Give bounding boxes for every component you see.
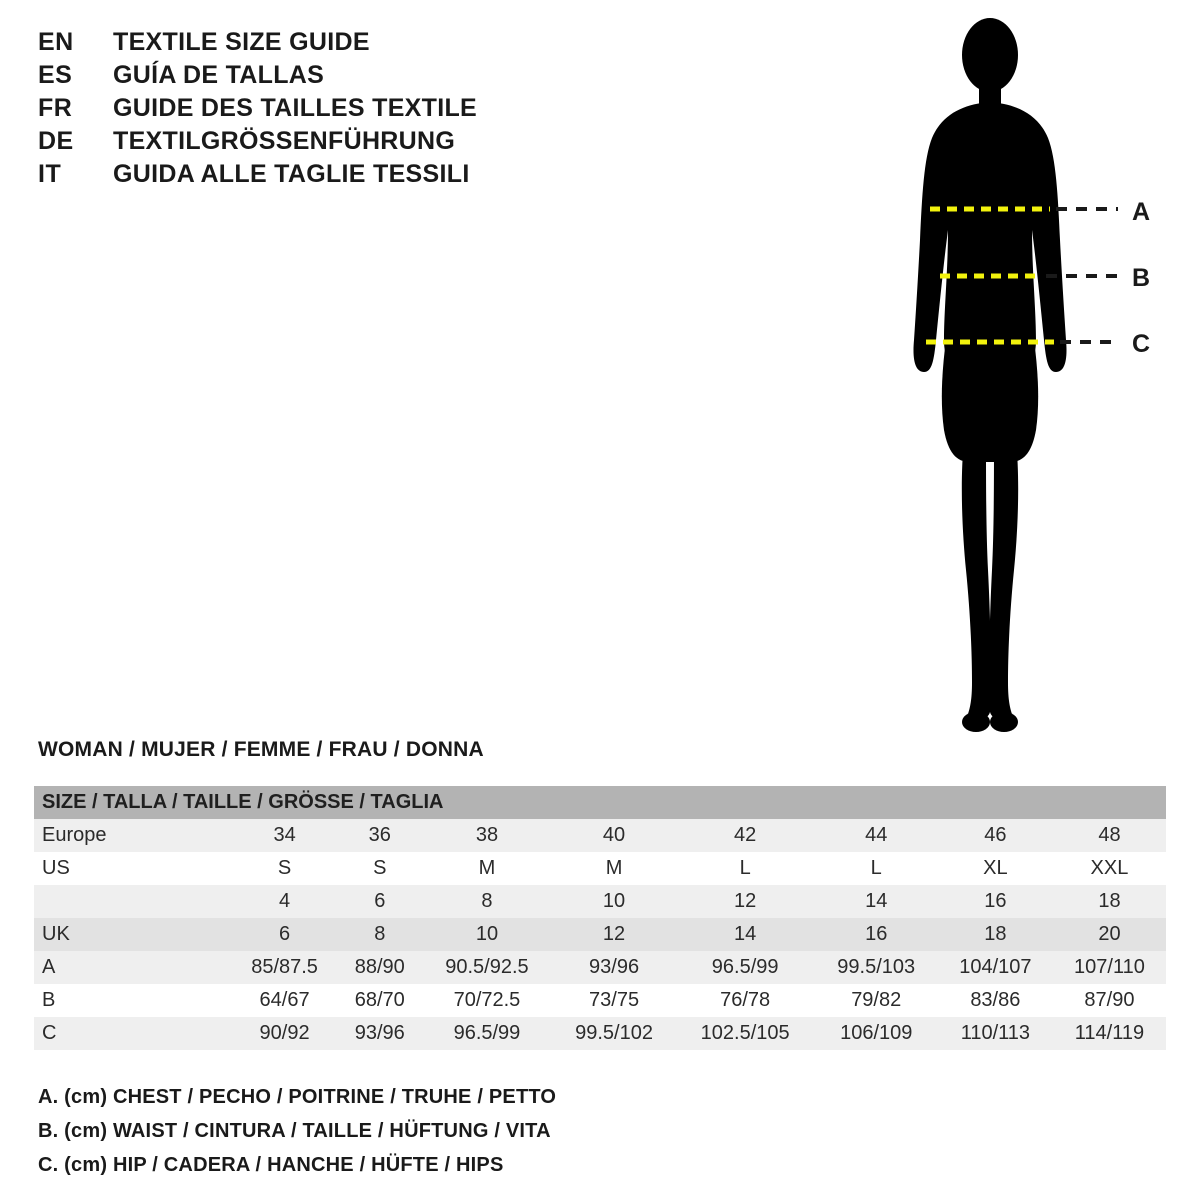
row-cell: 96.5/99 <box>453 1022 521 1044</box>
row-cell: M <box>478 857 496 879</box>
row-cell: 14 <box>734 923 757 945</box>
language-code: IT <box>38 160 62 188</box>
row-cell: XXL <box>1090 857 1129 879</box>
row-label <box>34 885 231 918</box>
row-cell: 87/90 <box>1084 989 1135 1011</box>
row-cell: 44 <box>865 824 888 846</box>
measure-label-a: A <box>1132 198 1151 226</box>
row-cell: 12 <box>734 890 757 912</box>
footnote-waist: B. (cm) WAIST / CINTURA / TAILLE / HÜFTUNG / VITA <box>38 1120 551 1142</box>
language-title: GUIDA ALLE TAGLIE TESSILI <box>113 160 470 188</box>
row-cell: 90.5/92.5 <box>445 956 529 978</box>
footnote-block <box>38 1086 556 1188</box>
row-cell: 64/67 <box>259 989 310 1011</box>
language-title: GUÍA DE TALLAS <box>113 61 325 89</box>
row-cell: 83/86 <box>970 989 1021 1011</box>
row-cell: 107/110 <box>1074 956 1145 978</box>
table-header-row <box>34 786 1166 819</box>
row-cell: L <box>870 857 882 879</box>
row-cell: 8 <box>374 923 386 945</box>
row-cell: S <box>373 857 387 879</box>
row-cell: 68/70 <box>354 989 405 1011</box>
table-header-label: SIZE / TALLA / TAILLE / GRÖSSE / TAGLIA <box>42 791 444 813</box>
language-row <box>38 127 678 156</box>
size-table <box>34 786 1166 1050</box>
row-cell: 114/119 <box>1074 1022 1145 1044</box>
measure-label-c: C <box>1132 330 1151 358</box>
table-row <box>34 1017 1166 1050</box>
footnote-chest: A. (cm) CHEST / PECHO / POITRINE / TRUHE / PETTO <box>38 1086 557 1108</box>
row-cell: 16 <box>984 890 1007 912</box>
language-title: TEXTILE SIZE GUIDE <box>113 28 370 56</box>
row-cell: 70/72.5 <box>453 989 521 1011</box>
row-cell: 6 <box>374 890 386 912</box>
row-cell: 36 <box>368 824 391 846</box>
row-cell: 12 <box>602 923 626 945</box>
row-cell: L <box>739 857 751 879</box>
language-title: GUIDE DES TAILLES TEXTILE <box>113 94 478 122</box>
language-row <box>38 94 678 123</box>
row-cell: 88/90 <box>354 956 405 978</box>
row-cell: 93/96 <box>589 956 640 978</box>
silhouette-svg <box>860 10 1190 750</box>
row-cell: M <box>605 857 623 879</box>
table-row <box>34 819 1166 852</box>
row-label: B <box>42 989 56 1011</box>
row-cell: 20 <box>1098 923 1121 945</box>
row-label: US <box>42 857 70 879</box>
row-cell: 4 <box>279 890 291 912</box>
row-cell: 85/87.5 <box>251 956 318 978</box>
language-code: FR <box>38 94 73 122</box>
row-cell: 99.5/103 <box>837 956 916 978</box>
language-code: ES <box>38 61 73 89</box>
row-cell: 99.5/102 <box>575 1022 653 1044</box>
row-cell: 79/82 <box>851 989 902 1011</box>
row-cell: 6 <box>279 923 291 945</box>
row-cell: 18 <box>984 923 1007 945</box>
row-cell: 110/113 <box>960 1022 1031 1044</box>
row-cell: 90/92 <box>259 1022 310 1044</box>
row-cell: 8 <box>481 890 493 912</box>
row-label: Europe <box>42 824 107 846</box>
row-cell: 104/107 <box>959 956 1032 978</box>
row-label: A <box>42 956 56 978</box>
row-label: C <box>42 1022 57 1044</box>
row-cell: 14 <box>865 890 888 912</box>
row-cell: 42 <box>734 824 757 846</box>
measure-label-b: B <box>1132 264 1151 292</box>
language-title: TEXTILGRÖSSENFÜHRUNG <box>113 127 456 155</box>
row-label: UK <box>42 923 70 945</box>
row-cell: 93/96 <box>354 1022 405 1044</box>
row-cell: 10 <box>602 890 626 912</box>
row-cell: 18 <box>1098 890 1121 912</box>
row-cell: 34 <box>273 824 296 846</box>
footnote-hip: C. (cm) HIP / CADERA / HANCHE / HÜFTE / HIPS <box>38 1154 504 1176</box>
row-cell: 48 <box>1098 824 1121 846</box>
table-caption: WOMAN / MUJER / FEMME / FRAU / DONNA <box>38 738 484 761</box>
row-cell: 102.5/105 <box>700 1022 790 1044</box>
row-cell: XL <box>983 857 1008 879</box>
language-title-block <box>38 28 678 193</box>
row-cell: 106/109 <box>840 1022 913 1044</box>
row-cell: S <box>277 857 292 879</box>
row-cell: 40 <box>602 824 626 846</box>
row-cell: 16 <box>865 923 888 945</box>
table-row <box>34 885 1166 918</box>
language-code: DE <box>38 127 74 155</box>
row-cell: 73/75 <box>589 989 640 1011</box>
table-row <box>34 951 1166 984</box>
row-cell: 38 <box>475 824 499 846</box>
language-row <box>38 160 678 189</box>
language-code: EN <box>38 28 74 56</box>
language-row <box>38 61 678 90</box>
row-cell: 10 <box>475 923 499 945</box>
table-row <box>34 984 1166 1017</box>
language-row <box>38 28 678 57</box>
row-cell: 96.5/99 <box>711 956 779 978</box>
table-row <box>34 852 1166 885</box>
row-cell: 46 <box>984 824 1007 846</box>
female-silhouette-figure <box>860 10 1190 750</box>
table-row <box>34 918 1166 951</box>
row-cell: 76/78 <box>720 989 771 1011</box>
